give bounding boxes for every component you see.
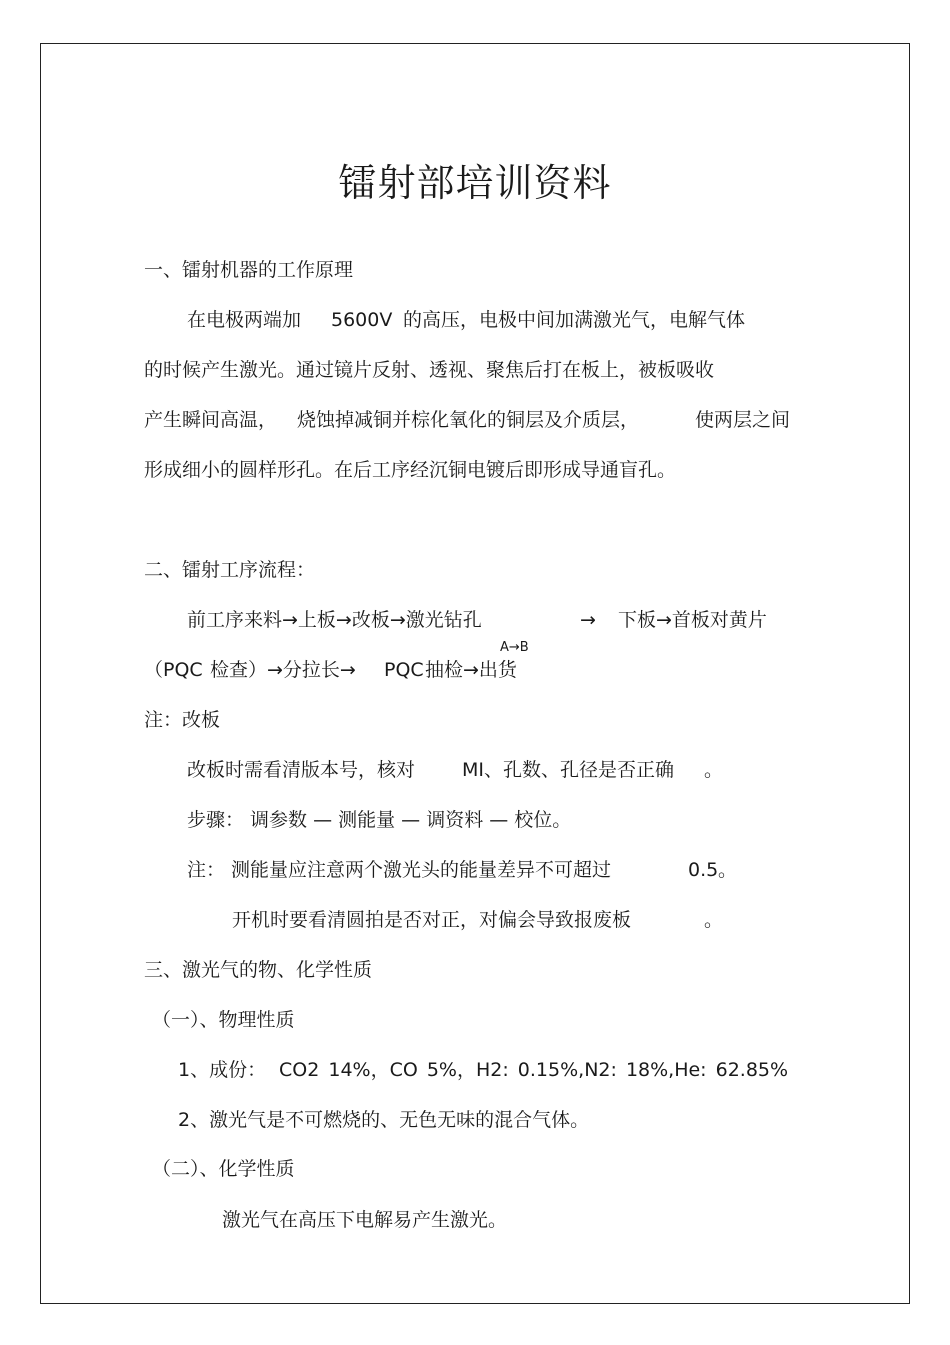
s1-para-line-3c: 使两层之间 [695, 409, 791, 431]
subsection-chemical: （二）、化学性质 [152, 1158, 295, 1180]
flow-ab-annotation: A→B [500, 640, 529, 655]
note-line-2: 步骤： 调参数 — 测能量 — 调资料 — 校位。 [187, 809, 572, 831]
document-title: 镭射部培训资料 [338, 161, 612, 205]
note-line-3c: 。 [718, 859, 738, 881]
section-3-heading: 三、激光气的物、化学性质 [144, 959, 373, 981]
flow-line-2c: PQC [384, 659, 424, 681]
item-1-composition: CO2 14%，CO 5%，H2: 0.15%,N2: 18%,He: 62.85% [279, 1059, 789, 1081]
note-line-3b: 0.5 [688, 859, 719, 881]
flow-line-2d: 抽检→出货 [425, 659, 517, 681]
note-line-4a: 开机时要看清圆拍是否对正，对偏会导致报废板 [232, 909, 632, 931]
flow-line-1c: 下板→首板对黄片 [618, 609, 767, 631]
note-line-3a: 注： 测能量应注意两个激光头的能量差异不可超过 [187, 859, 612, 881]
s1-para-line-1a: 在电极两端加 [187, 309, 302, 331]
note-line-1c: 。 [704, 759, 724, 781]
s1-para-line-4: 形成细小的圆样形孔。在后工序经沉铜电镀后即形成导通盲孔。 [144, 459, 677, 481]
item-1-label: 1、成份： [178, 1059, 267, 1081]
s1-para-line-2: 的时候产生激光。通过镜片反射、透视、聚焦后打在板上，被板吸收 [144, 359, 715, 381]
flow-line-1b: → [580, 609, 596, 631]
flow-line-2a: （PQC [144, 659, 203, 681]
note-line-1b: MI、孔数、孔径是否正确 [462, 759, 674, 781]
flow-line-2b: 检查）→分拉长→ [210, 659, 356, 681]
item-2: 2、激光气是不可燃烧的、无色无味的混合气体。 [178, 1109, 590, 1131]
section-1-heading: 一、镭射机器的工作原理 [144, 259, 354, 281]
flow-line-1a: 前工序来料→上板→改板→激光钻孔 [187, 609, 482, 631]
s1-para-line-3b: 烧蚀掉减铜并棕化氧化的铜层及介质层， [297, 409, 640, 431]
chemical-line: 激光气在高压下电解易产生激光。 [222, 1209, 508, 1231]
note-line-1a: 改板时需看清版本号，核对 [187, 759, 416, 781]
s1-para-line-3a: 产生瞬间高温， [144, 409, 278, 431]
s1-para-line-1c: 的高压，电极中间加满激光气，电解气体 [403, 309, 746, 331]
section-2-heading: 二、镭射工序流程： [144, 559, 316, 581]
s1-para-line-1b: 5600V [331, 309, 393, 331]
subsection-physical: （一）、物理性质 [152, 1009, 295, 1031]
note-heading: 注：改板 [144, 709, 221, 731]
note-line-4b: 。 [704, 909, 724, 931]
